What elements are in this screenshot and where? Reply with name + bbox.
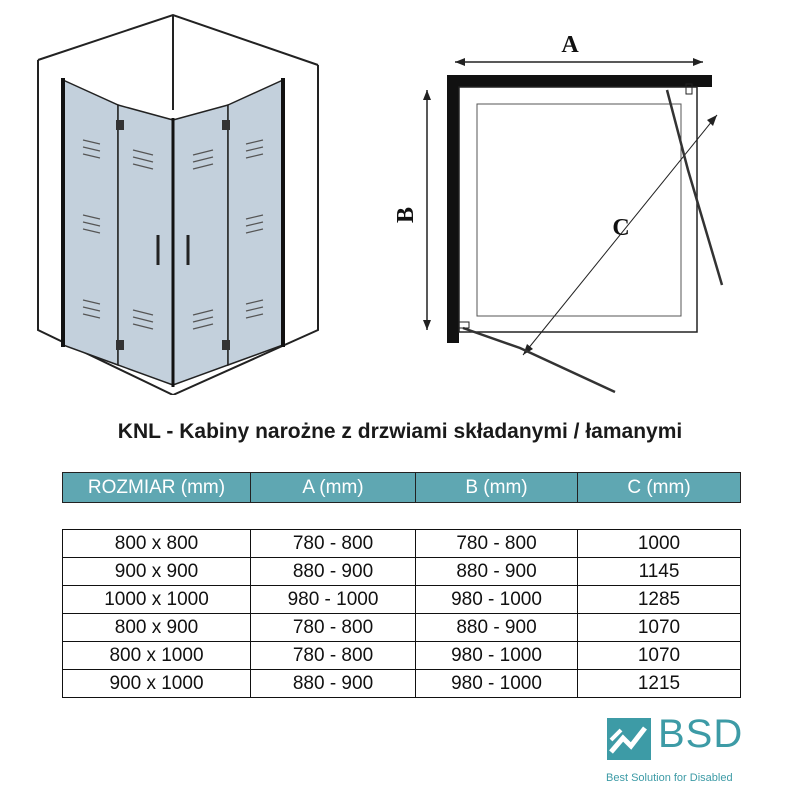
table-row — [63, 558, 741, 586]
cell-b: 880 - 900 — [416, 558, 578, 586]
cell-c: 1000 — [578, 530, 741, 558]
dimension-label-c: C — [612, 215, 630, 241]
cell-c: 1070 — [578, 642, 741, 670]
header-c: C (mm) — [578, 473, 741, 503]
cell-b: 780 - 800 — [416, 530, 578, 558]
table-row — [63, 642, 741, 670]
size-table — [62, 529, 741, 698]
cell-a: 780 - 800 — [251, 642, 416, 670]
cell-size: 800 x 1000 — [63, 642, 251, 670]
header-size: ROZMIAR (mm) — [63, 473, 251, 503]
cell-a: 880 - 900 — [251, 558, 416, 586]
cell-b: 980 - 1000 — [416, 586, 578, 614]
cell-size: 800 x 900 — [63, 614, 251, 642]
cell-b: 980 - 1000 — [416, 642, 578, 670]
cell-a: 780 - 800 — [251, 530, 416, 558]
cell-size: 1000 x 1000 — [63, 586, 251, 614]
table-row — [63, 670, 741, 698]
size-table-header — [62, 472, 741, 503]
table-row — [63, 586, 741, 614]
dimension-plan-diagram — [385, 20, 725, 400]
cell-size: 900 x 1000 — [63, 670, 251, 698]
logo-icon — [607, 718, 651, 760]
header-a: A (mm) — [251, 473, 416, 503]
cell-a: 980 - 1000 — [251, 586, 416, 614]
cell-size: 900 x 900 — [63, 558, 251, 586]
cell-b: 980 - 1000 — [416, 670, 578, 698]
cell-a: 880 - 900 — [251, 670, 416, 698]
page-title: KNL - Kabiny narożne z drzwiami składanymi / łamanymi — [117, 420, 683, 443]
table-row — [63, 530, 741, 558]
cell-c: 1070 — [578, 614, 741, 642]
logo-wordmark: BSD — [658, 712, 744, 756]
cell-c: 1145 — [578, 558, 741, 586]
cell-b: 880 - 900 — [416, 614, 578, 642]
dimension-label-b: B — [393, 206, 419, 224]
dimension-label-a: A — [561, 32, 579, 58]
header-b: B (mm) — [416, 473, 578, 503]
cell-c: 1285 — [578, 586, 741, 614]
logo-tagline: Best Solution for Disabled — [606, 772, 733, 784]
cell-a: 780 - 800 — [251, 614, 416, 642]
table-row — [63, 614, 741, 642]
shower-cabin-illustration — [28, 10, 328, 395]
cell-size: 800 x 800 — [63, 530, 251, 558]
cell-c: 1215 — [578, 670, 741, 698]
